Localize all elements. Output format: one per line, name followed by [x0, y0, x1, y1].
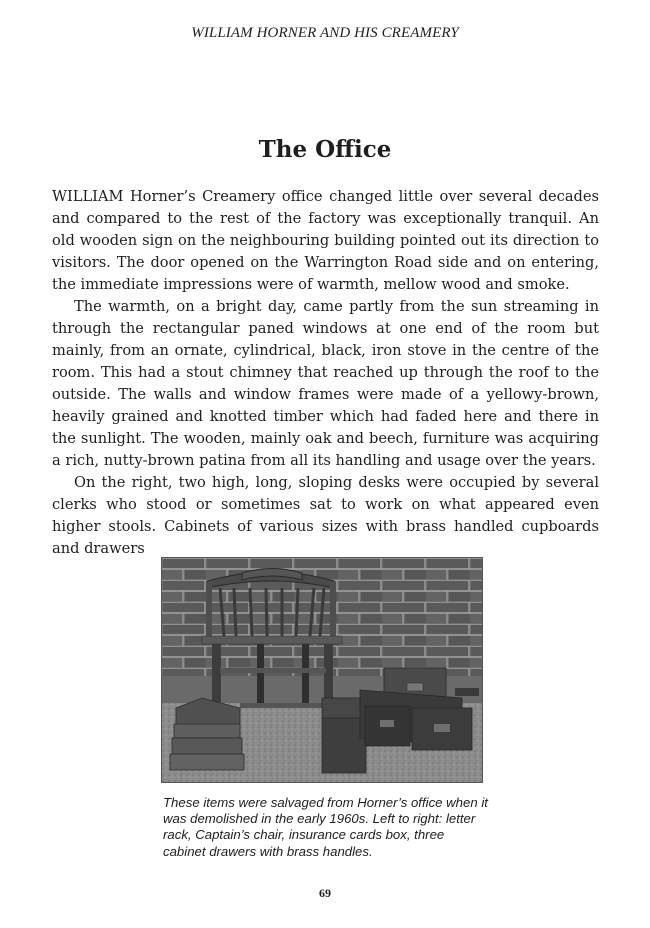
letter-rack — [170, 698, 244, 770]
paragraph: WILLIAM Horner’s Creamery office changed little over several decades and compared to the rest of the factory was exceptionally tranquil. An old wooden sign on the neighbouring building pointed out its direction to visitors. The door opened on the Warrington Road side and on entering, the immediate impressions were of warmth, mellow wood and smoke. — [52, 188, 599, 293]
paragraph: On the right, two high, long, sloping desks were occupied by several clerks who stood or sometimes sat to work on what appeared even higher stools. Cabinets of various sizes with brass handled cupboards and drawers — [52, 474, 599, 557]
body-text — [52, 186, 599, 560]
figure-caption: These items were salvaged from Horner’s office when it was demolished in the early 1960s. Left to right: letter rack, Captain’s chair, insurance cards box, three cabinet drawers with brass handles. — [163, 795, 488, 859]
page-number: 69 — [319, 886, 331, 900]
insurance-cards-box — [322, 698, 366, 773]
running-head: WILLIAM HORNER AND HIS CREAMERY — [191, 25, 459, 41]
furniture-photo — [161, 557, 483, 783]
paragraph: The warmth, on a bright day, came partly from the sun streaming in through the rectangular paned windows at one end of the room but mainly, from an ornate, cylindrical, black, iron stove in the centre of the room. This had a stout chimney that reached up through the roof to the outside. The walls and window frames were made of a yellowy-brown, heavily grained and knotted timber which had faded here and there in the sunlight. The wooden, mainly oak and beech, furniture was acquiring a rich, nutty-brown patina from all its handling and usage over the years. — [52, 298, 599, 469]
chapter-title: The Office — [258, 136, 392, 163]
